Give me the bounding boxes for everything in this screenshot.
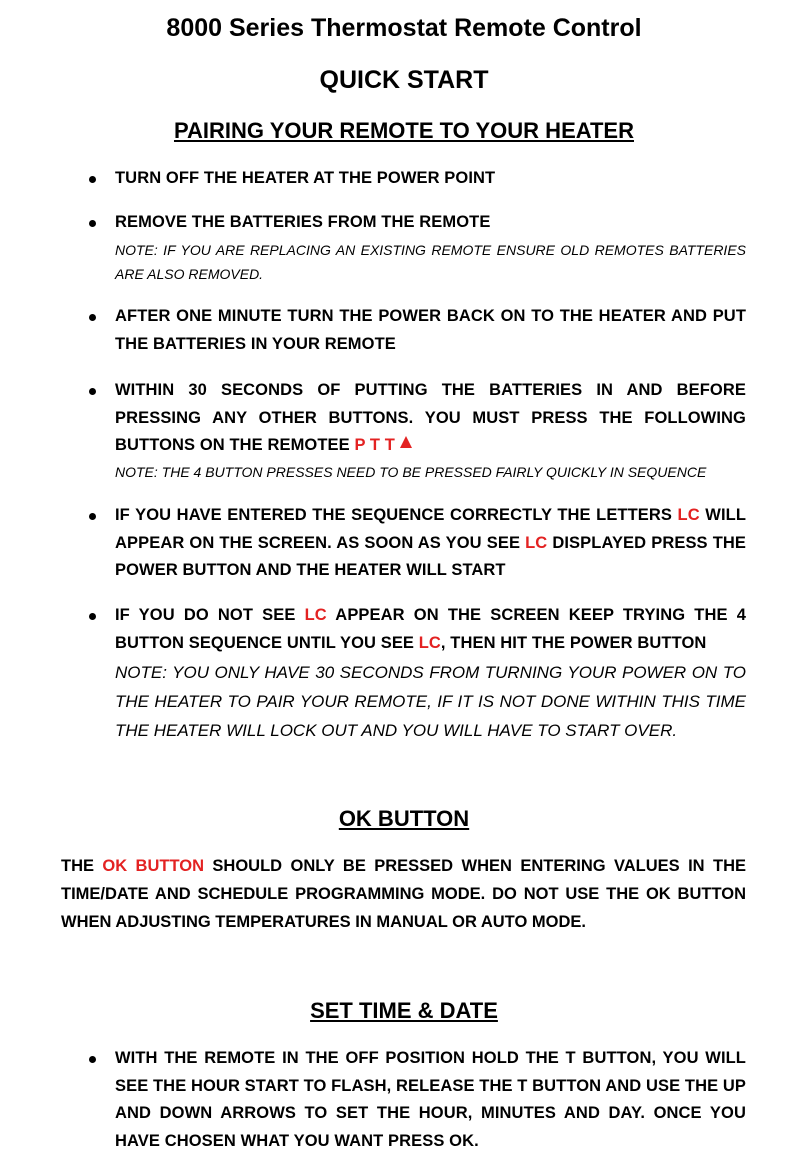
time-step-1: WITH THE REMOTE IN THE OFF POSITION HOLD THE T BUTTON, YOU WILL SEE THE HOUR START TO FLASH, RELEASE THE T BUTTON AND USE THE UP AND DOWN ARROWS TO SET THE HOUR, MINUTES AND DAY. ONCE YOU HAVE CHOSEN WHAT YOU WANT PRESS OK. — [115, 1049, 746, 1150]
button-sequence: P T T — [354, 436, 395, 454]
bullet-icon — [89, 176, 96, 183]
pairing-step-1: TURN OFF THE HEATER AT THE POWER POINT — [115, 169, 496, 187]
document-title: 8000 Series Thermostat Remote Control — [166, 14, 642, 42]
step-5-text-a: IF YOU HAVE ENTERED THE SEQUENCE CORRECTLY THE LETTERS — [115, 506, 673, 524]
pairing-step-6-note: NOTE: YOU ONLY HAVE 30 SECONDS FROM TURNING YOUR POWER ON TO THE HEATER TO PAIR YOUR REMOTE, IF IT IS NOT DONE WITHIN THIS TIME THE HEATER WILL LOCK OUT AND YOU WILL HAVE TO START OVER. — [115, 663, 746, 740]
pairing-step-2-note: NOTE: IF YOU ARE REPLACING AN EXISTING REMOTE ENSURE OLD REMOTES BATTERIES ARE ALSO REMOVED. — [115, 242, 746, 282]
pairing-step-4 — [115, 377, 746, 460]
ok-text-b: SHOULD ONLY BE PRESSED WHEN ENTERING VALUES IN THE TIME/DATE AND SCHEDULE PROGRAMMING MODE. DO NOT USE THE OK BUTTON WHEN ADJUSTING TEMPERATURES IN MANUAL OR AUTO MODE. — [61, 857, 746, 931]
bullet-icon — [89, 314, 96, 321]
lc-label: LC — [418, 633, 441, 652]
bullet-icon — [89, 613, 96, 620]
bullet-icon — [89, 1056, 96, 1063]
bullet-icon — [89, 388, 96, 395]
ok-button-paragraph — [61, 852, 746, 936]
pairing-step-6 — [115, 602, 746, 657]
lc-label: LC — [304, 606, 327, 624]
bullet-icon — [89, 220, 96, 227]
step-5-text-c: DISPLAYED PRESS THE POWER BUTTON AND THE HEATER WILL START — [115, 533, 746, 579]
pairing-step-4-note: NOTE: THE 4 BUTTON PRESSES NEED TO BE PRESSED FAIRLY QUICKLY IN SEQUENCE — [115, 464, 707, 480]
ok-text-a: THE — [61, 857, 94, 875]
time-date-heading: SET TIME & DATE — [310, 998, 498, 1023]
pairing-step-4-text: WITHIN 30 SECONDS OF PUTTING THE BATTERIES IN AND BEFORE PRESSING ANY OTHER BUTTONS. YOU MUST PRESS THE FOLLOWING BUTTONS ON THE REMOTEE — [115, 381, 746, 454]
step-6-text-b: APPEAR ON THE SCREEN KEEP TRYING THE 4 BUTTON SEQUENCE UNTIL YOU SEE — [115, 606, 746, 652]
lc-label: LC — [525, 533, 548, 552]
pairing-step-5 — [115, 502, 746, 585]
lc-label: LC — [677, 506, 700, 524]
pairing-step-2: REMOVE THE BATTERIES FROM THE REMOTE — [115, 213, 491, 231]
pairing-step-3: AFTER ONE MINUTE TURN THE POWER BACK ON TO THE HEATER AND PUT THE BATTERIES IN YOUR REMOTE — [115, 307, 746, 353]
pairing-heading: PAIRING YOUR REMOTE TO YOUR HEATER — [173, 118, 634, 143]
ok-button-heading: OK BUTTON — [338, 806, 470, 831]
step-5-text-b: WILL APPEAR ON THE SCREEN. AS SOON AS YOU SEE — [115, 506, 746, 552]
up-triangle-icon — [400, 436, 412, 448]
step-6-text-a: IF YOU DO NOT SEE — [115, 606, 296, 624]
bullet-icon — [89, 513, 96, 520]
ok-button-label: OK BUTTON — [102, 857, 205, 875]
document-subtitle: QUICK START — [319, 66, 489, 94]
step-6-text-c: , THEN HIT THE POWER BUTTON — [440, 633, 707, 652]
